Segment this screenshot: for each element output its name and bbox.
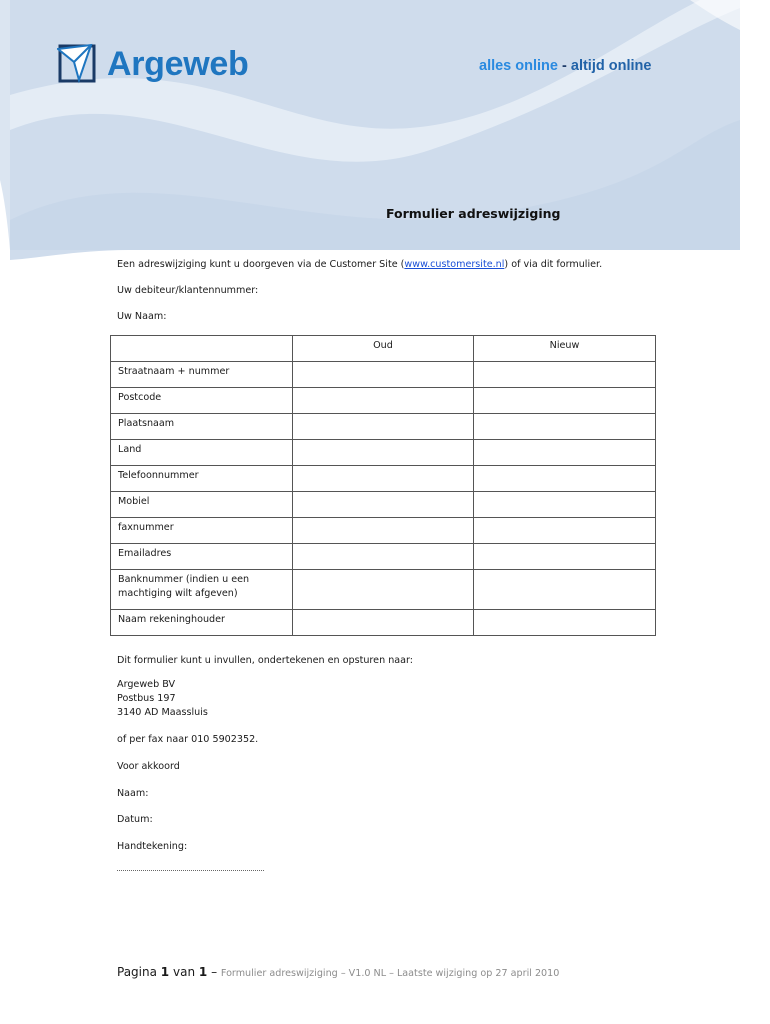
customer-site-link[interactable]: www.customersite.nl bbox=[404, 259, 505, 270]
footer-page-total: 1 bbox=[198, 965, 208, 979]
row-label: Telefoonnummer bbox=[111, 466, 293, 492]
table-row bbox=[111, 544, 656, 570]
new-value-cell[interactable] bbox=[474, 362, 656, 388]
row-label: Postcode bbox=[111, 388, 293, 414]
footer-page-word: Pagina bbox=[117, 965, 157, 979]
table-row bbox=[111, 466, 656, 492]
row-label: Straatnaam + nummer bbox=[111, 362, 293, 388]
old-value-cell[interactable] bbox=[293, 570, 474, 610]
new-value-cell[interactable] bbox=[474, 466, 656, 492]
table-row bbox=[111, 388, 656, 414]
signature-date-label: Datum: bbox=[117, 814, 153, 825]
instructions-text: Dit formulier kunt u invullen, ondertekenen en opsturen naar: bbox=[117, 655, 414, 666]
old-value-cell[interactable] bbox=[293, 466, 474, 492]
page-footer bbox=[117, 965, 559, 979]
table-row bbox=[111, 414, 656, 440]
table-row bbox=[111, 570, 656, 610]
row-label: Naam rekeninghouder bbox=[111, 610, 293, 636]
table-row bbox=[111, 440, 656, 466]
old-value-cell[interactable] bbox=[293, 362, 474, 388]
tagline bbox=[479, 58, 651, 74]
intro-after-link: ) of via dit formulier. bbox=[504, 259, 603, 270]
argeweb-logo[interactable] bbox=[57, 42, 249, 86]
debtor-number-label: Uw debiteur/klantennummer: bbox=[117, 285, 259, 296]
agreement-label: Voor akkoord bbox=[117, 761, 180, 772]
signature-name-label: Naam: bbox=[117, 788, 149, 799]
old-value-cell[interactable] bbox=[293, 518, 474, 544]
row-label: faxnummer bbox=[111, 518, 293, 544]
new-value-cell[interactable] bbox=[474, 440, 656, 466]
row-label: Mobiel bbox=[111, 492, 293, 518]
row-label: Land bbox=[111, 440, 293, 466]
table-row bbox=[111, 518, 656, 544]
tagline-part1: alles online bbox=[479, 58, 558, 74]
old-value-cell[interactable] bbox=[293, 610, 474, 636]
new-value-cell[interactable] bbox=[474, 388, 656, 414]
footer-page-number: 1 bbox=[160, 965, 170, 979]
address-line-3: 3140 AD Maassluis bbox=[117, 707, 208, 718]
new-value-cell[interactable] bbox=[474, 518, 656, 544]
tagline-separator: - bbox=[557, 58, 571, 74]
old-value-cell[interactable] bbox=[293, 440, 474, 466]
footer-dash: – bbox=[211, 965, 218, 979]
signature-label: Handtekening: bbox=[117, 841, 188, 852]
footer-doc-info: Formulier adreswijziging – V1.0 NL – Laatste wijziging op 27 april 2010 bbox=[220, 968, 560, 979]
row-label: Plaatsnaam bbox=[111, 414, 293, 440]
argeweb-logo-icon bbox=[57, 42, 99, 86]
intro-text bbox=[117, 258, 602, 272]
new-value-cell[interactable] bbox=[474, 414, 656, 440]
signature-line[interactable] bbox=[117, 870, 264, 871]
fax-text: of per fax naar 010 5902352. bbox=[117, 734, 259, 745]
new-value-cell[interactable] bbox=[474, 492, 656, 518]
old-value-cell[interactable] bbox=[293, 544, 474, 570]
footer-of-word: van bbox=[172, 965, 196, 979]
new-value-cell[interactable] bbox=[474, 544, 656, 570]
row-label: Banknummer (indien u een machtiging wilt afgeven) bbox=[111, 570, 293, 610]
old-value-cell[interactable] bbox=[293, 388, 474, 414]
column-header-old: Oud bbox=[293, 336, 474, 362]
name-label: Uw Naam: bbox=[117, 311, 167, 322]
table-header-row bbox=[111, 336, 656, 362]
table-row bbox=[111, 610, 656, 636]
intro-before-link: Een adreswijziging kunt u doorgeven via de Customer Site ( bbox=[117, 259, 405, 270]
old-value-cell[interactable] bbox=[293, 414, 474, 440]
address-line-2: Postbus 197 bbox=[117, 693, 176, 704]
table-row bbox=[111, 362, 656, 388]
table-row bbox=[111, 492, 656, 518]
address-change-table bbox=[110, 335, 656, 636]
table-header-empty bbox=[111, 336, 293, 362]
column-header-new: Nieuw bbox=[474, 336, 656, 362]
brand-name: Argeweb bbox=[107, 44, 249, 83]
old-value-cell[interactable] bbox=[293, 492, 474, 518]
new-value-cell[interactable] bbox=[474, 570, 656, 610]
header-background bbox=[0, 0, 770, 270]
new-value-cell[interactable] bbox=[474, 610, 656, 636]
row-label: Emailadres bbox=[111, 544, 293, 570]
form-title: Formulier adreswijziging bbox=[386, 206, 561, 221]
tagline-part2: altijd online bbox=[570, 58, 652, 74]
address-line-1: Argeweb BV bbox=[117, 679, 176, 690]
